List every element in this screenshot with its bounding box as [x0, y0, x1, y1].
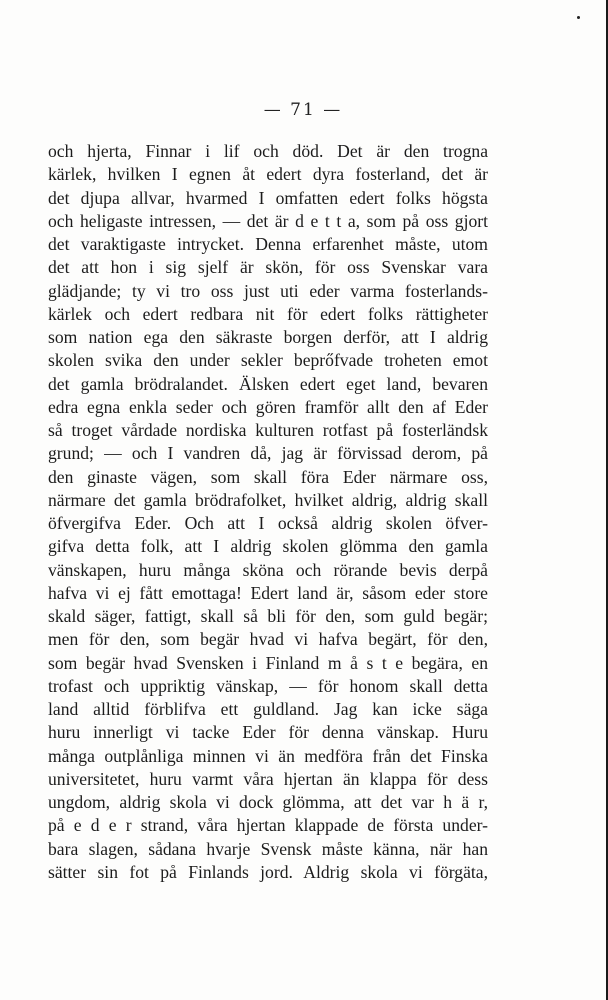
- text-line: universitetet, huru varmt våra hjertan än klappa för dess: [48, 768, 488, 789]
- text-line: kärlek och edert redbara nit för edert folks rättigheter: [48, 303, 488, 324]
- text-line: land alltid förblifva ett guldland. Jag kan icke säga: [48, 699, 488, 719]
- text-line: närmare det gamla brödrafolket, hvilket aldrig, aldrig skall: [48, 489, 488, 510]
- text-line: gifva detta folk, att I aldrig skolen glömma den gamla: [48, 536, 488, 557]
- text-line: det djupa allvar, hvarmed I omfatten edert folks högsta: [48, 187, 488, 208]
- text-line: och heligaste intressen, — det är d e t t a, som på oss gjort: [48, 210, 488, 231]
- text-line: edra egna enkla seder och gören framför allt den af Eder: [48, 396, 488, 417]
- text-line: det gamla brödralandet. Älsken edert eget land, bevaren: [48, 373, 488, 394]
- text-line: så troget vårdade nordiska kulturen rotfast på fosterländsk: [48, 420, 488, 440]
- text-line: öfvergifva Eder. Och att I också aldrig skolen öfver-: [48, 513, 488, 533]
- text-line: på e d e r strand, våra hjertan klappade de första under-: [48, 815, 488, 836]
- body-text: [48, 140, 488, 884]
- text-line: det att hon i sig sjelf är skön, för oss Svenskar vara: [48, 257, 488, 278]
- text-line: som begär hvad Svensken i Finland m å s t e begära, en: [48, 652, 488, 673]
- text-line: många outplånliga minnen vi än medföra från det Finska: [48, 745, 488, 766]
- ink-speck: [577, 16, 580, 19]
- text-line: huru innerligt vi tacke Eder för denna vänskap. Huru: [48, 722, 488, 743]
- text-line: det varaktigaste intrycket. Denna erfarenhet måste, utom: [48, 234, 488, 254]
- text-line: och hjerta, Finnar i lif och död. Det är den trogna: [48, 141, 488, 161]
- text-line: men för den, som begär hvad vi hafva begärt, för den,: [48, 629, 488, 650]
- text-line: bara slagen, sådana hvarje Svensk måste känna, när han: [48, 838, 488, 859]
- text-line: vänskapen, huru många sköna och rörande bevis derpå: [48, 559, 488, 580]
- text-line: skald säger, fattigt, skall så bli för den, som guld begär;: [48, 606, 488, 626]
- text-line: som nation ega den säkraste borgen derför, att I aldrig: [48, 327, 488, 347]
- text-line: hafva vi ej fått emottaga! Edert land är, såsom eder store: [48, 582, 488, 603]
- text-line: ungdom, aldrig skola vi dock glömma, att det var h ä r,: [48, 792, 488, 812]
- text-line: sätter sin fot på Finlands jord. Aldrig skola vi förgäta,: [48, 861, 488, 882]
- text-line: den ginaste vägen, som skall föra Eder närmare oss,: [48, 466, 488, 487]
- text-line: skolen svika den under sekler beprőfvade troheten emot: [48, 350, 488, 371]
- text-line: trofast och uppriktig vänskap, — för honom skall detta: [48, 675, 488, 696]
- text-line: grund; — och I vandren då, jag är förvissad derom, på: [48, 443, 488, 464]
- page-number: — 71 —: [263, 100, 343, 120]
- text-line: kärlek, hvilken I egnen åt edert dyra fosterland, det är: [48, 164, 488, 185]
- text-line: glädjande; ty vi tro oss just uti eder varma fosterlands-: [48, 280, 488, 301]
